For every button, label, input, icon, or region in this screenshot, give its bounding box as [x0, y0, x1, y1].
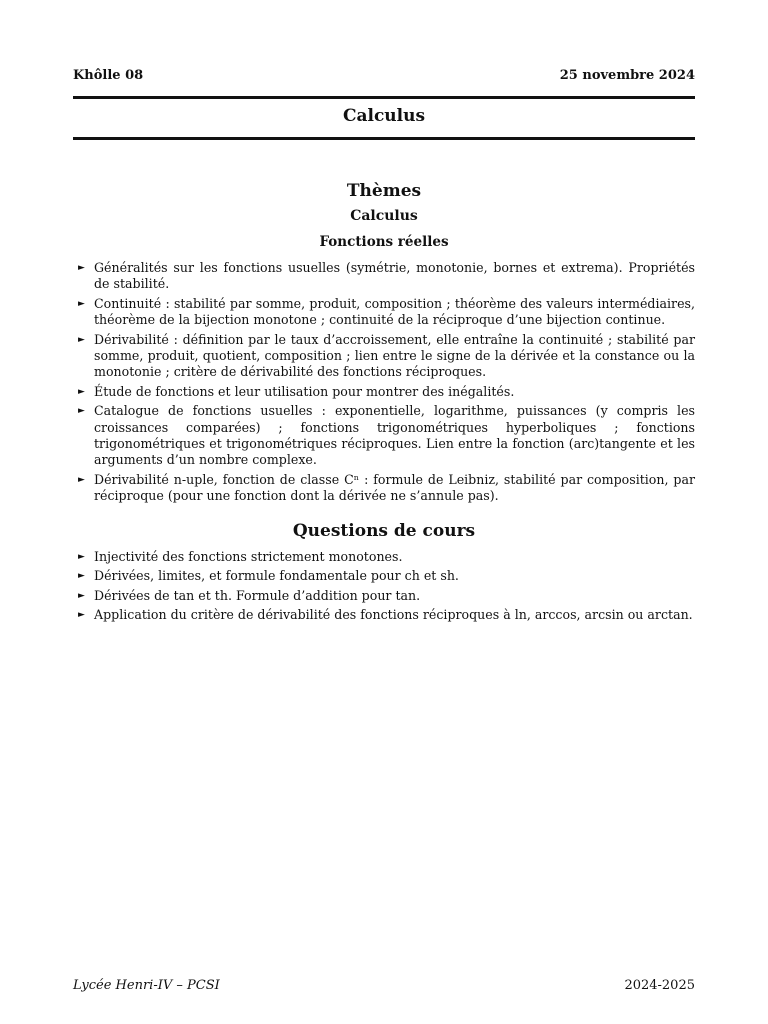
bullet-arrow-icon: ► — [78, 406, 85, 417]
list-item — [73, 607, 695, 623]
list-item-text: Application du critère de dérivabilité des fonctions réciproques à ln, arccos, arcsin ou arctan. — [94, 607, 693, 623]
bullet-arrow-icon: ► — [78, 474, 85, 485]
page-header — [73, 68, 695, 88]
list-item-text: Catalogue de fonctions usuelles : exponentielle, logarithme, puissances (y compris les croissances comparées) ; fonctions trigonométriques hyperboliques ; fonctions trigonométriques et trigonométriques réciproques. Lien entre la fonction (arc)tangente et les arguments d’un nombre complexe. — [94, 403, 695, 468]
bullet-arrow-icon: ► — [78, 610, 85, 621]
list-item-text: Dérivabilité n-uple, fonction de classe Cⁿ : formule de Leibniz, stabilité par composition, par réciproque (pour une fonction dont la dérivée ne s’annule pas). — [94, 471, 695, 504]
title-rule-top — [73, 96, 695, 99]
themes-section-heading: Fonctions réelles — [319, 234, 449, 250]
list-item — [73, 472, 695, 505]
header-kholle-number: Khôlle 08 — [73, 68, 144, 83]
bullet-arrow-icon: ► — [78, 590, 85, 601]
list-item-text: Dérivées de tan et th. Formule d’addition pour tan. — [94, 587, 421, 603]
list-item — [73, 332, 695, 381]
list-item-text: Dérivabilité : définition par le taux d’accroissement, elle entraîne la continuité ; stabilité par somme, produit, quotient, composition ; lien entre le signe de la dérivée et la constance ou la monotonie ; critère de dérivabilité des fonctions réciproques. — [94, 331, 695, 380]
questions-heading: Questions de cours — [292, 521, 476, 541]
page-footer — [73, 978, 695, 996]
list-item-text: Généralités sur les fonctions usuelles (symétrie, monotonie, bornes et extrema). Propriétés de stabilité. — [94, 260, 695, 292]
themes-heading: Thèmes — [346, 181, 422, 201]
bullet-arrow-icon: ► — [78, 552, 85, 562]
page-title: Calculus — [342, 106, 426, 126]
bullet-arrow-icon: ► — [78, 334, 85, 345]
list-item — [73, 384, 695, 400]
list-item — [73, 403, 695, 469]
footer-year: 2024-2025 — [624, 978, 695, 993]
list-item-text: Continuité : stabilité par somme, produit, composition ; théorème des valeurs intermédiaires, théorème de la bijection monotone ; continuité de la réciproque d’une bijection continue. — [94, 295, 695, 328]
list-item-text: Dérivées, limites, et formule fondamentale pour ch et sh. — [94, 568, 459, 584]
list-item — [73, 588, 695, 604]
list-item-text: Étude de fonctions et leur utilisation pour montrer des inégalités. — [94, 383, 515, 399]
bullet-arrow-icon: ► — [78, 298, 85, 309]
header-date: 25 novembre 2024 — [559, 68, 695, 83]
themes-subheading: Calculus — [350, 208, 418, 224]
bullet-arrow-icon: ► — [78, 386, 85, 397]
title-rule-bottom — [73, 137, 695, 140]
list-item — [73, 260, 695, 293]
footer-school: Lycée Henri-IV – PCSI — [73, 978, 220, 993]
bullet-arrow-icon: ► — [78, 571, 85, 582]
list-item-text: Injectivité des fonctions strictement monotones. — [94, 549, 403, 564]
document-page — [73, 0, 695, 1024]
list-item — [73, 549, 695, 565]
bullet-arrow-icon: ► — [78, 263, 85, 273]
questions-list — [73, 549, 695, 627]
themes-list — [73, 260, 695, 508]
list-item — [73, 296, 695, 329]
list-item — [73, 568, 695, 584]
